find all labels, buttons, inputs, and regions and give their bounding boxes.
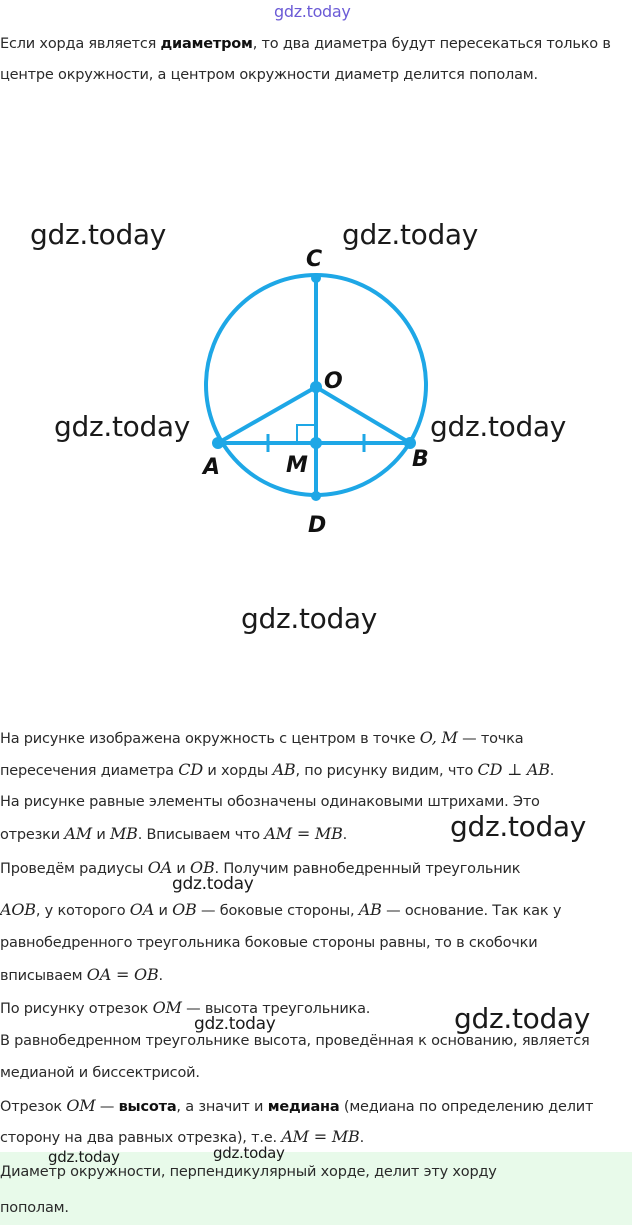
watermark: gdz.today: [430, 410, 567, 443]
text: .: [549, 763, 555, 779]
text: и: [171, 861, 191, 877]
explanation-line: [0, 722, 632, 755]
watermark: gdz.today: [454, 1002, 591, 1035]
math: OA: [129, 900, 155, 919]
text: , а значит и: [176, 1099, 268, 1115]
explanation-line: В равнобедренном треугольнике высота, проведённая к основанию, является: [0, 1033, 590, 1049]
math: AOB: [0, 900, 36, 919]
math: AM: [64, 824, 92, 843]
math: AM = MB: [281, 1127, 360, 1146]
intro-bold-diameter: диаметром: [160, 36, 253, 52]
intro-line-2: центре окружности, а центром окружности диаметр делится пополам.: [0, 67, 538, 83]
math: CD ⊥ AB: [477, 760, 550, 779]
text: (медиана по определению делит: [339, 1099, 594, 1115]
math: CD: [178, 760, 203, 779]
math: AB: [358, 900, 382, 919]
explanation-line: [0, 1090, 632, 1123]
point-a: [212, 437, 224, 449]
math: OM: [66, 1096, 96, 1115]
text: .: [342, 827, 348, 843]
label-b: B: [412, 447, 429, 472]
math: AM = MB: [264, 824, 343, 843]
bold-height: высота: [118, 1099, 177, 1115]
point-m: [310, 437, 322, 449]
math: MB: [109, 824, 138, 843]
conclusion-line-1: Диаметр окружности, перпендикулярный хорде, делит эту хорду: [0, 1164, 497, 1180]
bold-median: медиана: [267, 1099, 340, 1115]
math: OA: [147, 858, 172, 877]
text: , по рисунку видим, что: [295, 763, 478, 779]
math: OB: [190, 858, 215, 877]
text: — высота треугольника.: [181, 1001, 371, 1017]
math: OA = OB: [86, 965, 159, 984]
math: OM: [152, 998, 182, 1017]
explanation-line: [0, 894, 632, 927]
intro-text: Если хорда является: [0, 36, 161, 52]
text: и: [154, 903, 173, 919]
label-d: D: [308, 513, 327, 538]
text: отрезки: [0, 827, 65, 843]
watermark: gdz.today: [213, 1144, 285, 1162]
math: OB: [172, 900, 197, 919]
watermark: gdz.today: [450, 810, 587, 843]
text: , у которого: [35, 903, 130, 919]
text: Проведём радиусы: [0, 861, 148, 877]
text: По рисунку отрезок: [0, 1001, 153, 1017]
point-o: [310, 381, 322, 393]
point-d: [311, 491, 321, 501]
math: AB: [272, 760, 296, 779]
text: —: [95, 1099, 119, 1115]
text: На рисунке изображена окружность с центром в точке: [0, 731, 420, 747]
watermark: gdz.today: [54, 410, 191, 443]
text: и хорды: [202, 763, 273, 779]
label-c: C: [306, 247, 323, 272]
text: .: [359, 1130, 364, 1146]
watermark-top: gdz.today: [274, 2, 351, 21]
explanation-line: медианой и биссектрисой.: [0, 1065, 200, 1081]
text: .: [158, 968, 163, 984]
watermark: gdz.today: [48, 1148, 120, 1166]
text: пересечения диаметра: [0, 763, 179, 779]
conclusion-line-2: пополам.: [0, 1200, 69, 1216]
explanation-line: [0, 852, 632, 885]
watermark: gdz.today: [30, 218, 167, 251]
label-a: A: [203, 455, 221, 480]
text: и: [91, 827, 110, 843]
explanation-line: На рисунке равные элементы обозначены одинаковыми штрихами. Это: [0, 794, 540, 810]
text: — основание. Так как у: [381, 903, 562, 919]
watermark: gdz.today: [194, 1014, 276, 1034]
text: сторону на два равных отрезка), т.е.: [0, 1130, 282, 1146]
text: Отрезок: [0, 1099, 67, 1115]
watermark: gdz.today: [342, 218, 479, 251]
text: — точка: [457, 731, 524, 747]
label-o: O: [324, 369, 343, 394]
text: вписываем: [0, 968, 87, 984]
text: — боковые стороны,: [196, 903, 359, 919]
watermark: gdz.today: [172, 874, 254, 894]
explanation-line: [0, 754, 632, 787]
point-c: [311, 273, 321, 283]
intro-text: , то два диаметра будут пересекаться только в: [252, 36, 611, 52]
explanation-line: [0, 959, 632, 992]
explanation-line: равнобедренного треугольника боковые стороны равны, то в скобочки: [0, 935, 538, 951]
text: . Вписываем что: [137, 827, 265, 843]
text: . Получим равнобедренный треугольник: [214, 861, 521, 877]
watermark: gdz.today: [241, 602, 378, 635]
math: O, M: [419, 728, 458, 747]
label-m: M: [286, 453, 308, 478]
